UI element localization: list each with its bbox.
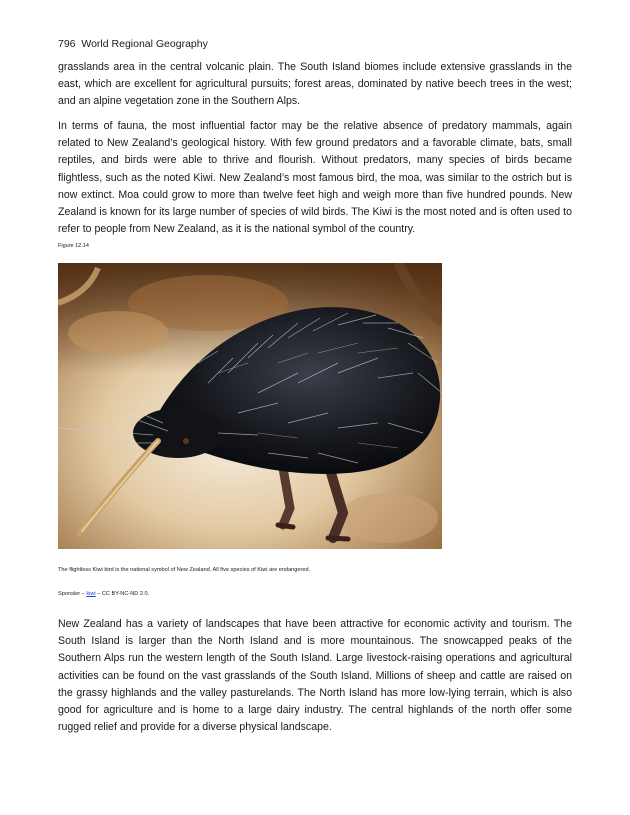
credit-license: – CC BY-NC-ND 2.0. [97, 591, 150, 597]
figure-caption: The flightless Kiwi bird is the national symbol of New Zealand. All five species of Kiwi are endangered. [58, 567, 311, 573]
paragraph-biomes: grasslands area in the central volcanic plain. The South Island biomes include extensive grasslands in the east, which are excellent for agricultural pursuits; forest areas, dominated by native beech trees in the west; and an alpine vegetation zone in the Southern Alps. [58, 61, 572, 108]
paragraph-fauna: In terms of fauna, the most influential factor may be the relative absence of predatory mammals, again related to New Zealand’s geological history. With few ground predators and a favorable climate, bats, small reptiles, and birds were able to thrive and flourish. Without predators, many species of birds became flightless, such as the noted Kiwi. New Zealand’s most famous bird, the moa, was similar to the ostrich but is now extinct. Moa could grow to more than twelve feet high and weigh more than five hundred pounds. New Zealand is known for its large number of species of wild birds. The Kiwi is the most noted and is often used to refer to people from New Zealand, as it is the national symbol of the country. [58, 120, 572, 236]
credit-author: Sponsler – [58, 591, 85, 597]
paragraph-landscapes: New Zealand has a variety of landscapes that have been attractive for economic activity and tourism. The South Island is larger than the North Island and is more mountainous. The snowcapped peaks of the Southern Alps run the western length of the South Island. Large livestock-raising operations and agricultural activities can be found on the vast grasslands of the South Island. Millions of sheep and cattle are raised on the grassy highlands and the valley pasturelands. The North Island has more low-lying terrain, which is also good for agriculture and is home to a large dairy industry. The central highlands of the north offer some rugged relief and provide for a diverse physical landscape. [58, 618, 572, 734]
kiwi-photo [58, 263, 442, 549]
page-number: 796 [58, 38, 76, 50]
credit-link[interactable]: kiwi [86, 591, 96, 597]
running-header [58, 38, 208, 51]
figure-label: Figure 12.14 [58, 243, 89, 249]
book-title: World Regional Geography [81, 38, 208, 50]
figure-credit [58, 590, 149, 598]
